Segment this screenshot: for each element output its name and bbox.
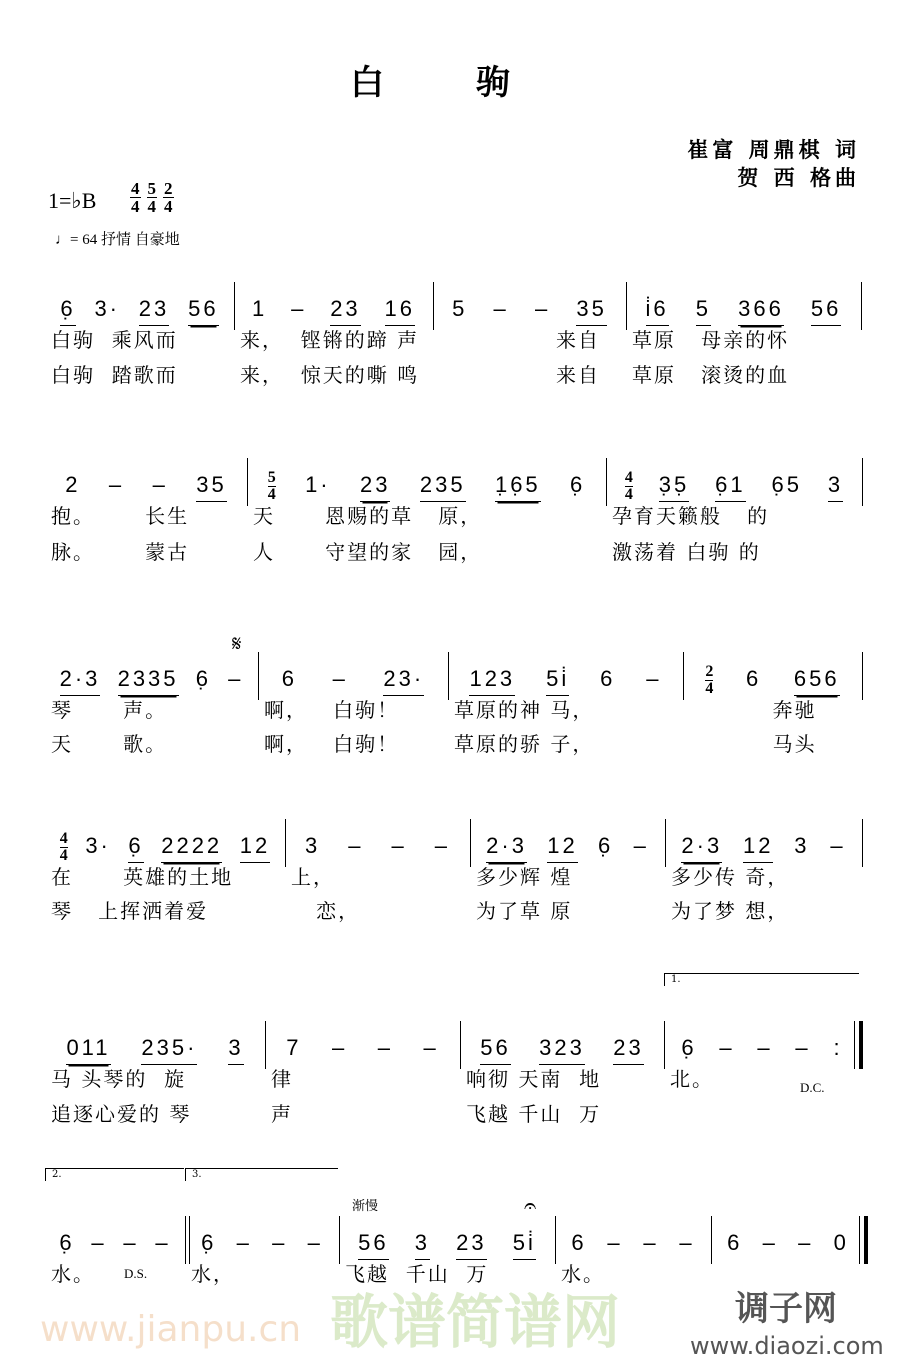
barline (258, 652, 259, 700)
note-group: 56 (480, 1034, 510, 1065)
note-group: 2·3 (60, 665, 101, 696)
barline (664, 1021, 665, 1069)
dc-mark: D.C. (800, 1080, 825, 1095)
barline (626, 282, 627, 330)
lyric-verse-1: 草原的神 马， (454, 698, 595, 722)
note-group: 6̣5 (771, 472, 802, 497)
lyric-verse-1: 来， 铿锵的蹄 声 (240, 328, 420, 352)
measure (265, 1029, 460, 1069)
note-group: 3 (305, 833, 321, 858)
composer-credit: 贺 西 格曲 (737, 165, 860, 190)
measure (234, 290, 433, 330)
time-signature-change: 4 4 (59, 829, 68, 864)
note-group: 6̣ (570, 472, 586, 497)
lyric-verse-1: 天 恩赐的草 原， (253, 504, 483, 528)
measure (711, 1224, 865, 1264)
note-group: 2 (65, 472, 81, 497)
lyric-verse-1: 律 (271, 1067, 293, 1091)
ts-den: 4 (147, 197, 156, 216)
extension-dash: – (643, 1230, 659, 1255)
lyric-verse-2: 飞越 千山 万 (466, 1102, 602, 1126)
lyric-verse-1: 草原 母亲的怀 (632, 328, 790, 352)
extension-dash: – (155, 1230, 171, 1255)
watermark-logo: 歌谱简谱网 (330, 1288, 621, 1356)
note-group: 23 (330, 295, 360, 326)
measure (258, 660, 448, 700)
note-group: 1 (251, 296, 268, 321)
measure (664, 974, 860, 1069)
barline (555, 1216, 556, 1264)
measure (45, 1029, 265, 1069)
lyric-verse-1: 在 英雄的土地 (51, 865, 234, 889)
ts-num: 4 (131, 179, 140, 198)
extension-dash: – (272, 1230, 288, 1255)
lyric-verse-1: 马 头琴的 旋 (51, 1067, 187, 1091)
extension-dash: – (719, 1035, 735, 1060)
time-signature-change: 2 4 (705, 662, 714, 697)
lyric-verse-1: 飞越 千山 万 (345, 1262, 489, 1286)
note-group: 6̣ (681, 1035, 697, 1060)
lyric-verse-2: 恋， (291, 899, 361, 923)
note-group: 2·3 (486, 832, 527, 863)
extension-dash: – (646, 666, 662, 691)
lyric-verse-1: 抱。 长生 (51, 504, 190, 528)
extension-dash: – (391, 833, 407, 858)
extension-dash: – (423, 1035, 439, 1060)
fermata-sign: 𝄐 (524, 1193, 537, 1218)
extension-dash: – (307, 1230, 323, 1255)
watermark-url: www.jianpu.cn (40, 1309, 302, 1350)
barline (470, 819, 471, 867)
barline (861, 282, 862, 330)
volta-bracket: 2. (45, 1168, 184, 1181)
measure (45, 827, 285, 867)
note-group: 2335 (118, 665, 179, 696)
note-group: 5i̇ (513, 1229, 536, 1260)
note-group: 2·3 (681, 832, 722, 863)
lyric-verse-1: 多少传 奇， (671, 865, 790, 889)
note-group: 12 (547, 832, 577, 863)
note-group: 235 (420, 471, 466, 502)
lyric-verse-2: 草原的骄 子， (454, 732, 595, 756)
note-group: 6̣ (128, 832, 143, 863)
note-group: 6̣ (598, 833, 614, 858)
barline (265, 1021, 266, 1069)
note-group: 12 (240, 832, 270, 863)
measure (285, 827, 470, 867)
lyric-verse-2: 草原 滚烫的血 (632, 363, 790, 387)
extension-dash: – (236, 1230, 252, 1255)
volta-bracket: 3. (185, 1168, 338, 1181)
measure (626, 290, 861, 330)
note-group: 366 (738, 295, 784, 326)
ds-mark: D.S. (124, 1266, 148, 1281)
lyric-verse-1: 来自 (439, 328, 601, 352)
note-group: 23 (139, 295, 169, 326)
lyric-verse-1: 多少辉 煌 (476, 865, 573, 889)
extension-dash: – (679, 1230, 695, 1255)
measure (665, 827, 862, 867)
lyric-verse-2: 声 (271, 1102, 293, 1126)
measure (45, 290, 234, 330)
note-group: 16 (385, 295, 415, 326)
barline (862, 819, 863, 867)
note-group: 6 (746, 666, 762, 691)
key-signature: 1=♭B (48, 188, 97, 213)
barline (339, 1216, 340, 1264)
volta-bracket: 1. (664, 973, 859, 986)
watermark-url-2: www.diaozi.com (690, 1332, 884, 1360)
measure (45, 1169, 185, 1264)
lyric-verse-1: 琴 声。 (51, 698, 168, 722)
note-group: 12 (743, 832, 773, 863)
extension-dash: – (534, 296, 551, 321)
barline (448, 652, 449, 700)
measure (433, 290, 626, 330)
lyric-verse-2: 白驹 踏歌而 (51, 363, 178, 387)
note-group: : (833, 1035, 843, 1060)
extension-dash: – (152, 472, 168, 497)
extension-dash: – (757, 1035, 773, 1060)
note-group: 6 (727, 1230, 743, 1255)
lyric-verse-1: 响彻 天南 地 (466, 1067, 602, 1091)
note-group: 3̣5̣ (659, 471, 689, 502)
note-group: 6̣ (60, 295, 75, 326)
note-group: 3· (85, 833, 111, 858)
measure (339, 1224, 555, 1264)
time-signature (147, 180, 158, 215)
measure (45, 466, 247, 506)
note-group: 5 (696, 295, 711, 326)
measure (448, 660, 683, 700)
note-group: 3· (94, 296, 120, 321)
lyric-verse-2: 啊， 白驹！ (264, 732, 400, 756)
barline (665, 819, 666, 867)
note-group: 6 (281, 666, 298, 691)
measure (606, 466, 862, 506)
extension-dash: – (377, 1035, 393, 1060)
song-title: 白 驹 (350, 63, 550, 103)
tempo-marking: ♩= 64 抒情 自豪地 (55, 232, 180, 248)
time-signature-change: 4 4 (624, 468, 633, 503)
extension-dash: – (108, 472, 125, 497)
extension-dash: – (798, 1230, 814, 1255)
measure (247, 466, 606, 506)
note-group: 3 (794, 833, 810, 858)
lyric-verse-1: 水， (191, 1262, 235, 1286)
lyric-verse-2: 激荡着 白驹 的 (612, 540, 761, 564)
measure (185, 1169, 339, 1264)
final-barline (859, 1216, 868, 1264)
extension-dash: – (607, 1230, 623, 1255)
lyric-verse-2: 脉。 蒙古 (51, 540, 190, 564)
note-group: 23· (383, 665, 424, 696)
time-signature-change: 5 4 (267, 468, 276, 503)
note-group: 6̣ (201, 1230, 217, 1255)
note-group: i̇6 (646, 295, 669, 326)
note-group: 5 (452, 296, 468, 321)
note-group: 35 (576, 295, 606, 326)
extension-dash: – (493, 296, 509, 321)
measure (555, 1224, 711, 1264)
note-group: 3 (415, 1229, 430, 1260)
note-group: 656 (794, 665, 840, 696)
lyric-verse-2: 追逐心爱的 琴 (51, 1102, 192, 1126)
lyricist-credit: 崔富 周鼎棋 词 (687, 137, 860, 162)
note-group: 6̣ (59, 1230, 75, 1255)
time-signature (163, 180, 174, 215)
lyric-verse-2: 琴 上挥洒着爱 (51, 899, 209, 923)
barline (285, 819, 286, 867)
segno-sign: 𝄋 (232, 631, 242, 656)
time-signature (130, 180, 141, 215)
barline (862, 652, 863, 700)
time-signatures (130, 180, 174, 215)
barline (862, 458, 863, 506)
lyric-verse-2: 为了草 原 (476, 899, 573, 923)
extension-dash: – (228, 666, 244, 691)
note-group: 6 (571, 1230, 587, 1255)
note-group: 23 (360, 471, 390, 502)
lyric-verse-1: 水。 (51, 1262, 95, 1286)
barline (433, 282, 434, 330)
lyric-verse-1: 啊， 白驹！ (264, 698, 400, 722)
barline (711, 1216, 712, 1264)
ts-num: 2 (164, 179, 173, 198)
lyric-verse-2: 来， 惊天的嘶 鸣 (240, 363, 420, 387)
double-barline (185, 1216, 190, 1264)
note-group: 5i̇ (546, 665, 569, 696)
lyric-verse-1: 白驹 乘风而 (51, 328, 178, 352)
ritardando-mark: 渐慢 (352, 1198, 379, 1213)
note-group: 56 (188, 295, 218, 326)
lyric-verse-2: 为了梦 想， (671, 899, 790, 923)
note-group: 35 (196, 471, 226, 502)
lyric-verse-1: 上， (291, 865, 335, 889)
note-group: 1· (305, 472, 331, 497)
extension-dash: – (830, 833, 846, 858)
lyric-verse-1: 水。 (561, 1262, 605, 1286)
lyric-verse-2: 马头 (689, 732, 817, 756)
note-group: 7 (286, 1035, 302, 1060)
lyric-verse-1: 奔驰 (689, 698, 817, 722)
extension-dash: – (434, 833, 450, 858)
ts-den: 4 (164, 197, 173, 216)
note-group: 011 (66, 1034, 110, 1065)
note-group: 2222 (161, 832, 222, 863)
note-group: 323 (539, 1034, 585, 1065)
lyric-verse-2: 来自 (439, 363, 601, 387)
extension-dash: – (332, 666, 348, 691)
measure (683, 660, 862, 700)
lyric-verse-2: 人 守望的家 园， (253, 540, 483, 564)
note-group: 0 (833, 1230, 849, 1255)
note-group: 1̣6̣5 (495, 471, 541, 502)
extension-dash: – (348, 833, 364, 858)
note-group: 6 (600, 666, 616, 691)
extension-dash: – (91, 1230, 107, 1255)
note-group: 23 (456, 1229, 486, 1260)
watermark-logo-2: 调子网 (735, 1289, 837, 1329)
note-group: 6̣1 (715, 471, 745, 502)
note-group: 6̣ (195, 666, 211, 691)
extension-dash: – (762, 1230, 778, 1255)
measure (45, 660, 258, 700)
extension-dash: – (795, 1035, 811, 1060)
measure (460, 1029, 664, 1069)
note-group: 23 (613, 1034, 643, 1065)
barline (247, 458, 248, 506)
note-group: 56 (811, 295, 841, 326)
measure (470, 827, 665, 867)
extension-dash: – (123, 1230, 139, 1255)
note-group: 123 (469, 665, 515, 696)
extension-dash: – (291, 296, 307, 321)
ts-den: 4 (131, 197, 140, 216)
extension-dash: – (332, 1035, 348, 1060)
note-group: 235· (141, 1034, 197, 1065)
barline (683, 652, 684, 700)
lyric-verse-2: 天 歌。 (51, 732, 168, 756)
barline (460, 1021, 461, 1069)
note-group: 3 (228, 1034, 243, 1065)
note-group: 3 (828, 471, 843, 502)
barline (234, 282, 235, 330)
lyric-verse-1: 孕育天籁般 的 (612, 504, 770, 528)
note-group: 56 (358, 1229, 388, 1260)
barline (606, 458, 607, 506)
ts-num: 5 (147, 179, 156, 198)
final-barline (854, 1021, 863, 1069)
lyric-verse-1: 北。 (670, 1067, 714, 1091)
extension-dash: – (633, 833, 649, 858)
